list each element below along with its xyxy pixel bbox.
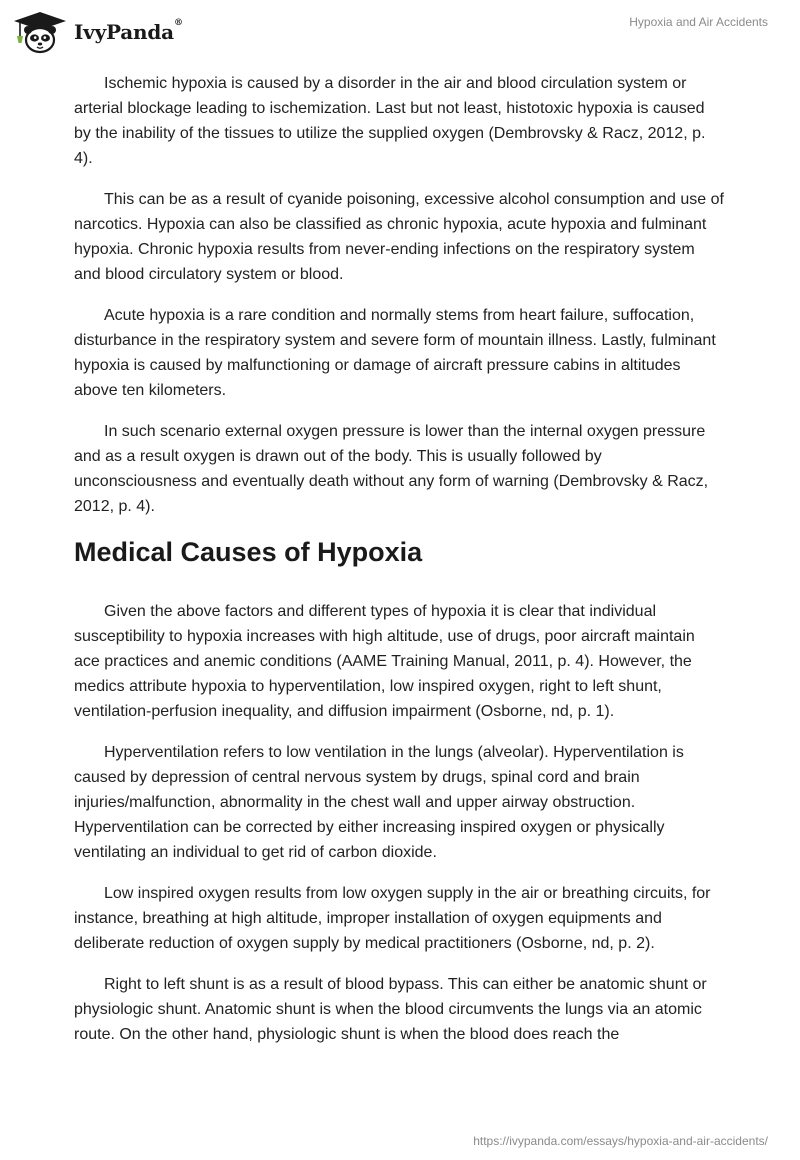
paragraph-susceptibility: Given the above factors and different types of hypoxia it is clear that individual susceptibility to hypoxia increases with high altitude, use of drugs, poor aircraft maintain ace practices and anemic conditions (AAME Training Manual, 2011, p. 4). However, the medics attribute hypoxia to hyperventilation, low inspired oxygen, right to left shunt, ventilation-perfusion inequality, and diffusion impairment (Osborne, nd, p. 1). xyxy=(74,603,695,720)
registered-mark: ® xyxy=(173,18,183,28)
panda-graduate-icon xyxy=(12,10,68,54)
essay-body xyxy=(74,71,724,1063)
page-header xyxy=(0,0,800,64)
paragraph-hyperventilation: Hyperventilation refers to low ventilation in the lungs (alveolar). Hyperventilation is caused by depression of central nervous system by drugs, spinal cord and brain injuries/malfunction, abnormality in the chest wall and upper airway obstruction. Hyperventilation can be corrected by either increasing inspired oxygen or physically ventilating an individual to get rid of carbon dioxide. xyxy=(74,744,684,861)
ivypanda-logo[interactable] xyxy=(12,10,183,54)
paragraph-oxygen-pressure: In such scenario external oxygen pressure is lower than the internal oxygen pressure and as a result oxygen is drawn out of the body. This is usually followed by unconsciousness and eventually death without any form of warning (Dembrovsky & Racz, 2012, p. 4). xyxy=(74,423,709,515)
paragraph-acute-hypoxia: Acute hypoxia is a rare condition and normally stems from heart failure, suffocation, disturbance in the respiratory system and severe form of mountain illness. Lastly, fulminant hypoxia is caused by malfunctioning or damage of aircraft pressure cabins in altitudes above ten kilometers. xyxy=(74,307,716,399)
section-heading: Medical Causes of Hypoxia xyxy=(74,537,423,567)
paragraph-hypoxia-classification: This can be as a result of cyanide poisoning, excessive alcohol consumption and use of narcotics. Hypoxia can also be classified as chronic hypoxia, acute hypoxia and fulminant hypoxia. Chronic hypoxia results from never-ending infections on the respiratory system and blood circulatory system or blood. xyxy=(74,191,724,283)
brand-name: IvyPanda® xyxy=(74,18,183,44)
paragraph-low-inspired-oxygen: Low inspired oxygen results from low oxygen supply in the air or breathing circuits, for instance, breathing at high altitude, improper installation of oxygen equipments and deliberate reduction of oxygen supply by medical practitioners (Osborne, nd, p. 2). xyxy=(74,885,711,952)
paragraph-shunt: Right to left shunt is as a result of blood bypass. This can either be anatomic shunt or physiologic shunt. Anatomic shunt is when the blood circumvents the lungs via an atomic route. On the other hand, physiologic shunt is when the blood does reach the xyxy=(74,976,707,1043)
paragraph-ischemic-hypoxia: Ischemic hypoxia is caused by a disorder in the air and blood circulation system or arterial blockage leading to ischemization. Last but not least, histotoxic hypoxia is caused by the inability of the tissues to utilize the supplied oxygen (Dembrovsky & Racz, 2012, p. 4). xyxy=(74,75,706,167)
source-url[interactable]: https://ivypanda.com/essays/hypoxia-and-air-accidents/ xyxy=(473,1134,768,1148)
document-title: Hypoxia and Air Accidents xyxy=(629,15,768,29)
